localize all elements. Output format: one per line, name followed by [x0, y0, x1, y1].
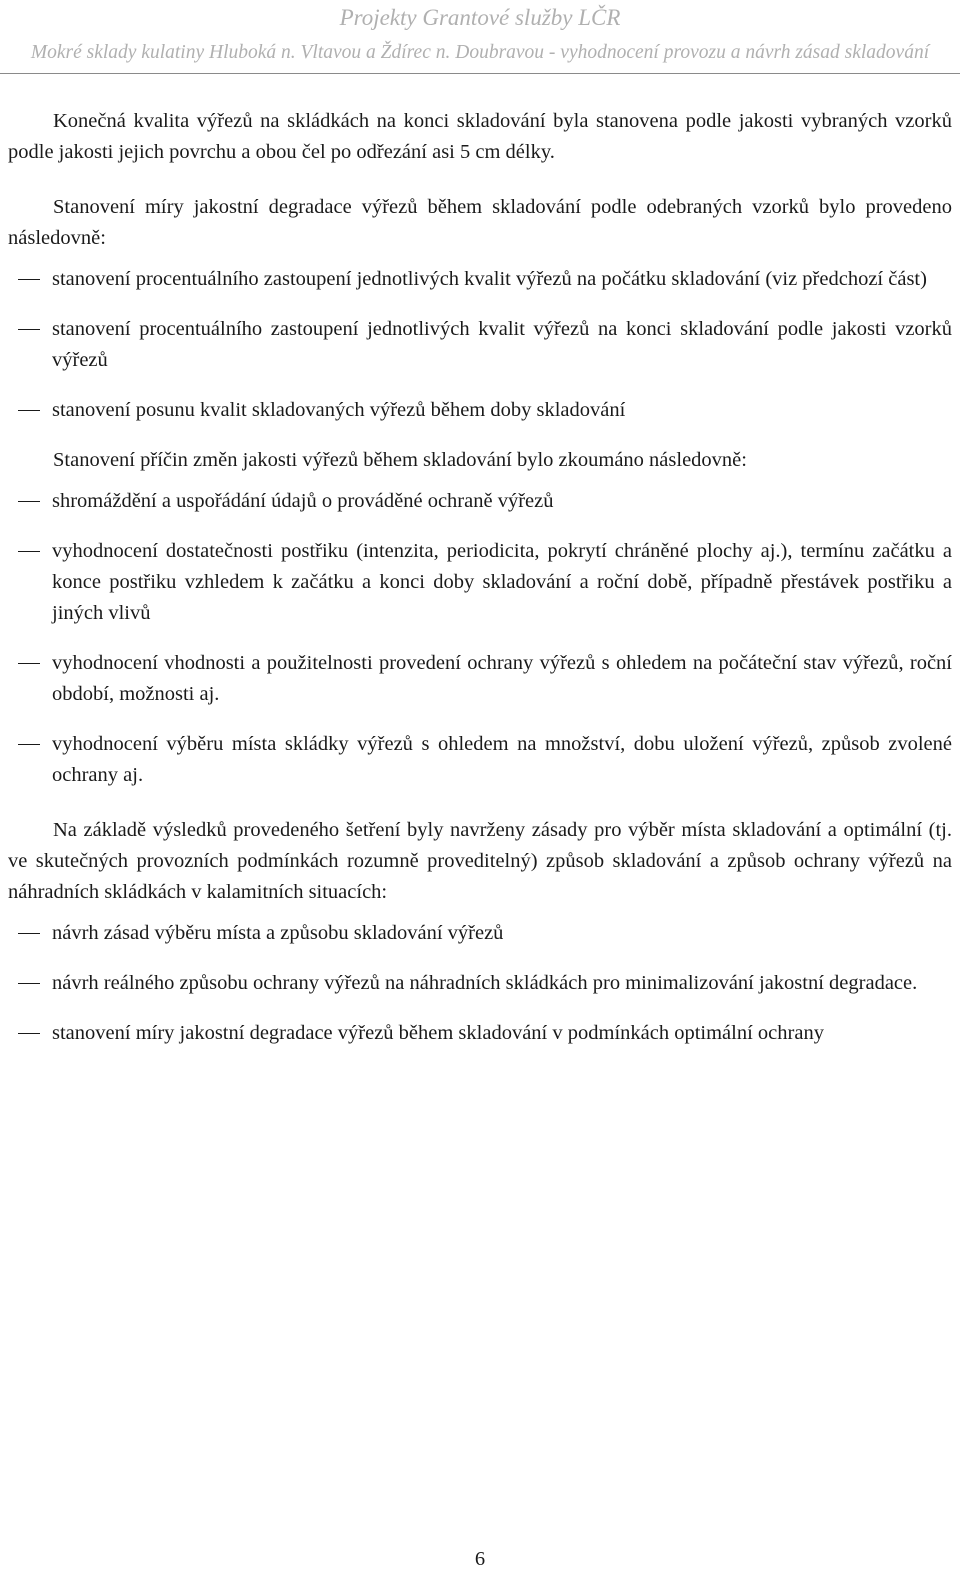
list-item: stanovení posunu kvalit skladovaných výřezů během doby skladování — [8, 395, 952, 426]
dash-bullet — [18, 279, 40, 280]
list-item: vyhodnocení dostatečnosti postřiku (intenzita, periodicita, pokrytí chráněné plochy aj.), termínu začátku a konce postřiku vzhledem k začátku a konci doby skladování a roční době, případně přestávek postřiku a jiných vlivů — [8, 536, 952, 629]
list-item: vyhodnocení vhodnosti a použitelnosti provedení ochrany výřezů s ohledem na počáteční stav výřezů, roční období, možnosti aj. — [8, 648, 952, 710]
list-proposals — [8, 918, 952, 1049]
paragraph-causes-method: Stanovení příčin změn jakosti výřezů během skladování bylo zkoumáno následovně: — [53, 449, 747, 471]
paragraph-final-quality: Konečná kvalita výřezů na skládkách na konci skladování byla stanovena podle jakosti vybraných vzorků podle jakosti jejich povrchu a obou čel po odřezání asi 5 cm délky. — [8, 110, 952, 163]
list-item: stanovení procentuálního zastoupení jednotlivých kvalit výřezů na konci skladování podle jakosti vzorků výřezů — [8, 314, 952, 376]
dash-bullet — [18, 663, 40, 664]
paragraph-degradation-method: Stanovení míry jakostní degradace výřezů během skladování podle odebraných vzorků bylo provedeno následovně: — [8, 196, 952, 249]
dash-bullet — [18, 551, 40, 552]
dash-bullet — [18, 501, 40, 502]
list-item: stanovení procentuálního zastoupení jednotlivých kvalit výřezů na počátku skladování (viz předchozí část) — [8, 264, 952, 295]
page-number: 6 — [474, 1548, 486, 1570]
paragraph-proposals: Na základě výsledků provedeného šetření byly navrženy zásady pro výběr místa skladování a optimální (tj. ve skutečných provozních podmínkách rozumně proveditelný) způsob skladování a způsob ochrany výřezů na náhradních skládkách v kalamitních situacích: — [8, 819, 952, 903]
list-item: shromáždění a uspořádání údajů o prováděné ochraně výřezů — [8, 486, 952, 517]
list-item: návrh zásad výběru místa a způsobu skladování výřezů — [8, 918, 952, 949]
dash-bullet — [18, 744, 40, 745]
dash-bullet — [18, 983, 40, 984]
dash-bullet — [18, 329, 40, 330]
header-title: Projekty Grantové služby LČR — [339, 5, 621, 30]
list-causes-steps — [8, 486, 952, 791]
header-divider — [0, 73, 960, 74]
dash-bullet — [18, 410, 40, 411]
dash-bullet — [18, 1033, 40, 1034]
list-degradation-steps — [8, 264, 952, 426]
list-item: návrh reálného způsobu ochrany výřezů na náhradních skládkách pro minimalizování jakostní degradace. — [8, 968, 952, 999]
document-body — [8, 106, 952, 1068]
list-item: stanovení míry jakostní degradace výřezů během skladování v podmínkách optimální ochrany — [8, 1018, 952, 1049]
list-item: vyhodnocení výběru místa skládky výřezů s ohledem na množství, dobu uložení výřezů, způsob zvolené ochrany aj. — [8, 729, 952, 791]
dash-bullet — [18, 933, 40, 934]
header-subtitle: Mokré sklady kulatiny Hluboká n. Vltavou a Ždírec n. Doubravou - vyhodnocení provozu a návrh zásad skladování — [30, 42, 930, 63]
